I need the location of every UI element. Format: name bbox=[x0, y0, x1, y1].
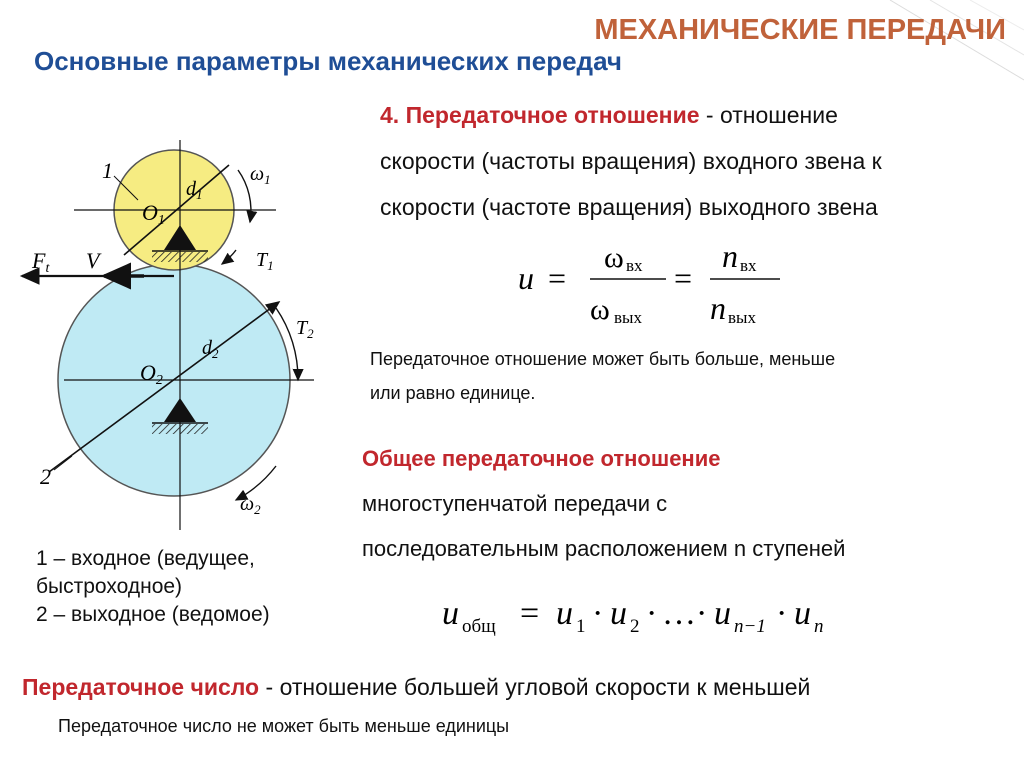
gear-legend: 1 – входное (ведущее, быстроходное) 2 – выходное (ведомое) bbox=[36, 547, 270, 626]
gear-diagram bbox=[14, 140, 354, 530]
svg-text:u: u bbox=[610, 595, 627, 632]
svg-text:1 bbox=[102, 158, 113, 183]
svg-text:·: · bbox=[592, 595, 604, 632]
gear2-label: 2 bbox=[40, 464, 51, 489]
v-label: V bbox=[86, 248, 100, 273]
svg-text:d2: $d_2$ bbox=[202, 337, 219, 361]
d2-label: d bbox=[202, 337, 212, 359]
ft-label: F bbox=[32, 248, 46, 273]
svg-text:2 bbox=[40, 464, 51, 489]
t2-label: T bbox=[296, 317, 308, 339]
svg-text:=: = bbox=[548, 260, 567, 296]
total-ratio-term: Общее передаточное отношение bbox=[362, 446, 721, 471]
svg-text:T2: $T_2$ bbox=[296, 317, 314, 341]
total-ratio-formula bbox=[420, 588, 900, 648]
gear1-label: 1 bbox=[102, 158, 113, 183]
ratio-formula bbox=[440, 225, 840, 335]
svg-text:·: · bbox=[696, 595, 708, 632]
o1-label: O bbox=[142, 200, 158, 225]
gear-ratio-note: Передаточное число не может быть меньше единицы bbox=[58, 716, 510, 736]
svg-text:1: 1 bbox=[576, 616, 586, 637]
svg-text:·: · bbox=[646, 595, 658, 632]
svg-text:T1: $T_1$ bbox=[256, 249, 274, 273]
svg-text:u: u bbox=[518, 260, 534, 296]
svg-text:2: 2 bbox=[630, 616, 640, 637]
svg-text:O2: O2 bbox=[140, 360, 163, 388]
page-title: МЕХАНИЧЕСКИЕ ПЕРЕДАЧИ bbox=[594, 14, 1006, 46]
svg-text:вых: вых bbox=[614, 308, 642, 327]
svg-text:общ: общ bbox=[462, 616, 496, 637]
gear-ratio-term: Передаточное число bbox=[22, 674, 260, 700]
svg-text:=: = bbox=[674, 260, 693, 296]
svg-text:n: n bbox=[722, 238, 738, 274]
svg-text:=: = bbox=[520, 595, 540, 632]
svg-text:ω: ω bbox=[604, 241, 624, 274]
definition-block bbox=[380, 92, 1020, 230]
svg-text:…: … bbox=[662, 595, 696, 632]
omega1-label: ω bbox=[250, 163, 265, 185]
svg-text:Ft: Ft bbox=[32, 248, 50, 276]
svg-text:вх: вх bbox=[626, 256, 643, 275]
svg-text:u: u bbox=[714, 595, 731, 632]
svg-text:ω1: $\omega_1$ bbox=[250, 163, 271, 187]
svg-text:·: · bbox=[776, 595, 788, 632]
ratio-note: Передаточное отношение может быть больше, меньше или равно единице. bbox=[370, 349, 836, 403]
svg-text:n−1: n−1 bbox=[734, 616, 766, 637]
svg-text:n: n bbox=[814, 616, 824, 637]
total-ratio-block: Общее передаточное отношение многоступенчатой передачи с последовательным расположением n ступеней bbox=[362, 436, 1022, 571]
page-subtitle: Основные параметры механических передач bbox=[34, 46, 622, 76]
svg-text:n: n bbox=[710, 290, 726, 326]
definition-term: 4. Передаточное отношение bbox=[380, 102, 700, 128]
svg-text:вых: вых bbox=[728, 308, 756, 327]
omega2-label: ω bbox=[240, 493, 255, 515]
svg-text:d1: $d_1$ bbox=[186, 178, 203, 202]
svg-text:вх: вх bbox=[740, 256, 757, 275]
d1-label: d bbox=[186, 178, 196, 200]
svg-text:u: u bbox=[794, 595, 811, 632]
svg-text:ω2: $\omega_2$ bbox=[240, 493, 261, 517]
svg-text:V bbox=[86, 248, 102, 273]
definition-line-2: скорости (частоты вращения) входного звена к bbox=[380, 148, 882, 174]
svg-text:ω: ω bbox=[590, 293, 610, 326]
definition-line-3: скорости (частоте вращения) выходного звена bbox=[380, 194, 878, 220]
t1-label: T bbox=[256, 249, 268, 271]
o2-label: O bbox=[140, 360, 156, 385]
gear-ratio-definition: Передаточное число - отношение большей угловой скорости к меньшей bbox=[22, 674, 811, 700]
svg-text:u: u bbox=[442, 595, 459, 632]
svg-text:u: u bbox=[556, 595, 573, 632]
svg-text:O1: O1 bbox=[142, 200, 165, 228]
definition-line-1: 4. Передаточное отношение - отношение bbox=[380, 102, 838, 128]
